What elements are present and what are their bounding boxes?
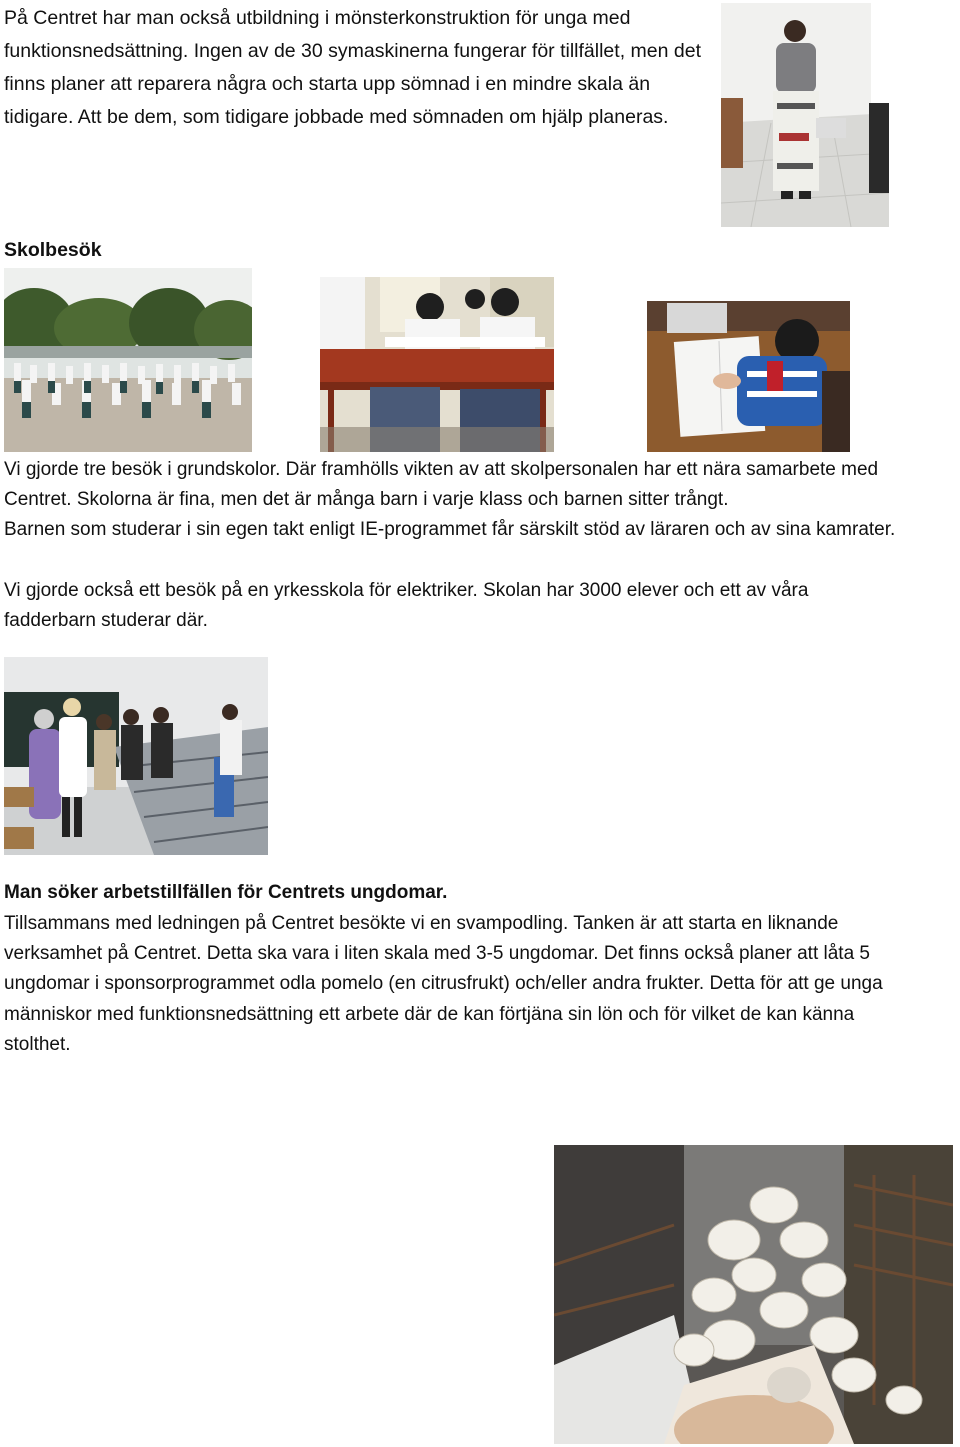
school-paragraph-1: Vi gjorde tre besök i grundskolor. Där framhölls vikten av att skolpersonalen har ett nära samarbete med Centret. Skolorna är fina, men det är många barn i varje klass och barnen sitter trångt. xyxy=(4,459,879,511)
photo-mushrooms xyxy=(554,1145,953,1444)
school-heading: Skolbesök xyxy=(4,239,102,261)
photo-paper-dress xyxy=(721,3,889,227)
school-paragraph-3: Vi gjorde också ett besök på en yrkesskola för elektriker. Skolan har 3000 elever och ett av våra fadderbarn studerar där. xyxy=(4,580,809,632)
photo-boy-writing xyxy=(647,301,850,452)
jobs-heading: Man söker arbetstillfällen för Centrets ungdomar. xyxy=(4,882,448,903)
photo-vocational-lab xyxy=(4,657,268,855)
school-paragraph-2: Barnen som studerar i sin egen takt enligt IE-programmet får särskilt stöd av läraren och av sina kamrater. xyxy=(4,519,896,540)
photo-school-yard xyxy=(4,268,252,452)
photo-classroom xyxy=(320,277,554,452)
jobs-paragraph: Tillsammans med ledningen på Centret besökte vi en svampodling. Tanken är att starta en liknande verksamhet på Centret. Detta ska vara i liten skala med 3-5 ungdomar. Det finns också planer att låta 5 ungdomar i sponsorprogrammet odla pomelo (en citrusfrukt) och/eller andra frukter. Detta för att ge unga människor med funktionsnedsättning ett arbete där de kan förtjäna sin lön och för vilket de kan känna stolthet. xyxy=(4,913,883,1055)
intro-paragraph: På Centret har man också utbildning i mönsterkonstruktion för unga med funktionsnedsättning. Ingen av de 30 symaskinerna fungerar för tillfället, men det finns planer att reparera några och starta upp sömnad i en mindre skala än tidigare. Att be dem, som tidigare jobbade med sömnaden om hjälp planeras. xyxy=(4,7,701,128)
